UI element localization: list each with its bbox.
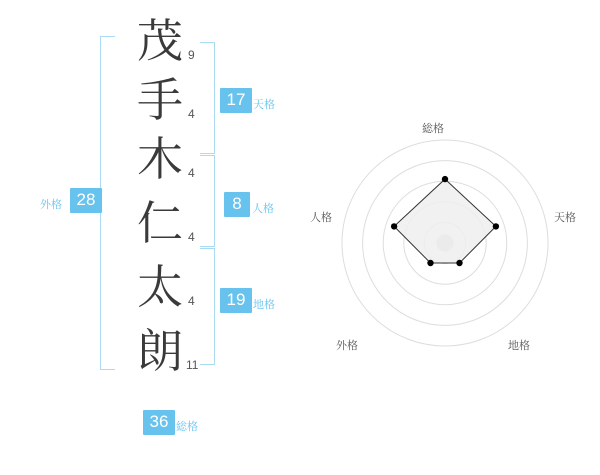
axis-label-jinkaku: 人格	[310, 211, 332, 224]
axis-label-gaikaku: 外格	[336, 339, 358, 352]
name-character-1: 茂	[137, 14, 183, 68]
radar-chart-panel	[300, 0, 600, 470]
gaikaku-label: 外格	[40, 198, 62, 211]
name-character-3: 木	[137, 132, 183, 186]
name-character-4: 仁	[137, 196, 183, 250]
radar-chart	[300, 0, 600, 470]
gaikaku-badge: 28	[70, 188, 102, 213]
chikaku-bracket	[200, 248, 215, 365]
stroke-count-6: 11	[186, 358, 199, 372]
chikaku-label: 地格	[253, 298, 275, 311]
name-character-6: 朗	[137, 324, 183, 378]
stroke-count-2: 4	[188, 107, 195, 121]
radar-data-point	[442, 176, 448, 182]
radar-data-point	[456, 260, 462, 266]
soukaku-badge: 36	[143, 410, 175, 435]
tenkaku-label: 天格	[253, 98, 275, 111]
axis-label-tenkaku: 天格	[554, 211, 576, 224]
axis-label-chikaku: 地格	[508, 339, 530, 352]
stroke-count-5: 4	[188, 294, 195, 308]
axis-label-soukaku: 総格	[422, 122, 444, 135]
name-character-5: 太	[137, 260, 183, 314]
gaikaku-bracket	[100, 36, 115, 370]
tenkaku-bracket	[200, 42, 215, 154]
stroke-count-1: 9	[188, 48, 195, 62]
stroke-count-3: 4	[188, 166, 195, 180]
jinkaku-badge: 8	[224, 192, 250, 217]
chikaku-badge: 19	[220, 288, 252, 313]
soukaku-label: 総格	[176, 420, 198, 433]
radar-series-polygon	[394, 179, 496, 263]
radar-data-point	[427, 260, 433, 266]
jinkaku-label: 人格	[252, 202, 274, 215]
name-character-2: 手	[137, 73, 183, 127]
tenkaku-badge: 17	[220, 88, 252, 113]
jinkaku-bracket	[200, 155, 215, 247]
name-panel	[0, 0, 300, 470]
radar-data-point	[391, 223, 397, 229]
stroke-count-4: 4	[188, 230, 195, 244]
radar-data-point	[493, 223, 499, 229]
